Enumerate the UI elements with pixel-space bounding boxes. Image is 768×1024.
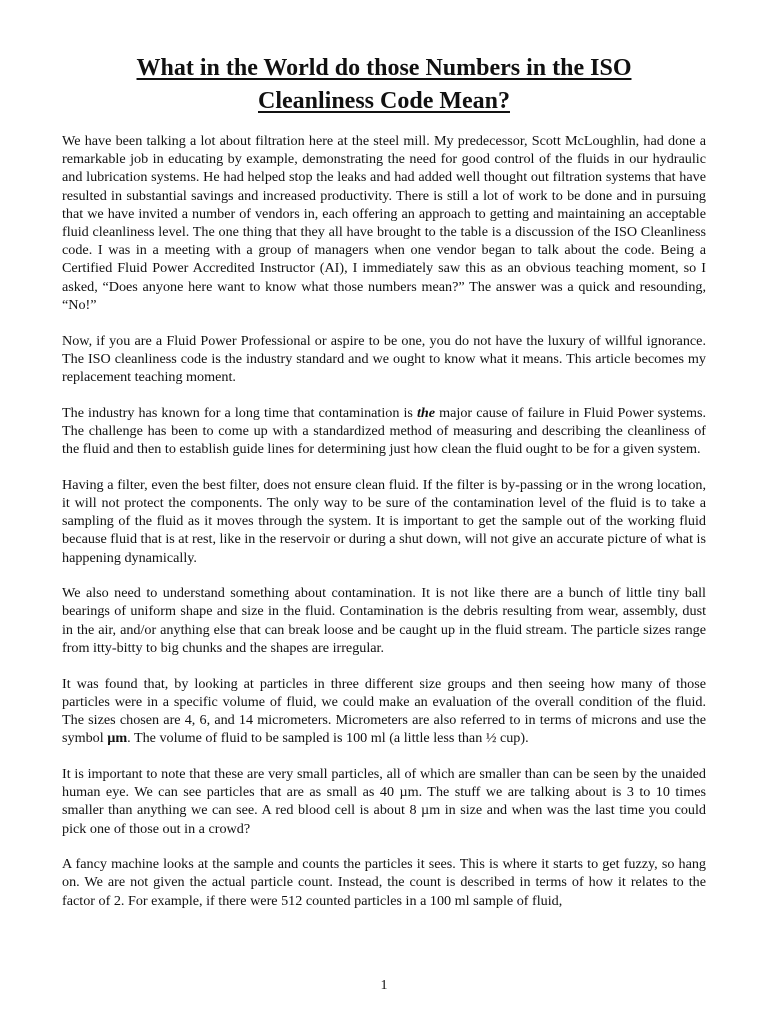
paragraph-filter: Having a filter, even the best filter, does not ensure clean fluid. If the filter is by-passing or in the wrong location, it will not protect the components. The only way to be sure of the contamination level of the fluid is to take a sampling of the fluid as it moves through the system. It is important to get the sample out of the working fluid because fluid that is at rest, like in the reservoir or during a shut down, will not give an accurate picture of what is happening dynamically. — [62, 476, 706, 566]
page-title — [62, 52, 706, 118]
paragraph-segment: major cause of failure in Fluid Power systems. The challenge has been to come up with a standardized method of measuring and describing the cleanliness of the fluid and then to establish guide lines for determining just how clean the fluid ought to be for a given system. — [62, 404, 706, 458]
title-line-2: Cleanliness Code Mean? — [258, 88, 510, 114]
paragraph-segment: It was found that, by looking at particles in three different size groups and then seeing how many of those particles were in a specific volume of fluid, we could make an evaluation of the overall condition of the fluid. The sizes chosen are 4, 6, and 14 micrometers. Micrometers are also referred to in terms of microns and use the symbol — [62, 675, 706, 747]
article-body — [62, 132, 706, 927]
micrometer-symbol: µm — [107, 730, 128, 747]
paragraph-size-groups — [62, 675, 706, 748]
paragraph-contamination-cause — [62, 404, 706, 459]
title-line-1: What in the World do those Numbers in the ISO — [136, 55, 632, 81]
paragraph-segment: The industry has known for a long time that contamination is — [62, 404, 417, 421]
paragraph-contamination-nature: We also need to understand something about contamination. It is not like there are a bunch of little tiny ball bearings of uniform shape and size in the fluid. Contamination is the debris resulting from wear, assembly, dust in the air, and/or anything else that can break loose and be caught up in the fluid stream. The particle sizes range from itty-bitty to big chunks and the shapes are irregular. — [62, 585, 706, 656]
paragraph-small-particles: It is important to note that these are very small particles, all of which are smaller than can be seen by the unaided human eye. We can see particles that are as small as 40 µm. The stuff we are talking about is 3 to 10 times smaller than anything we can see. A red blood cell is about 8 µm in size and when was the last time you could pick one of those out in a crowd? — [62, 765, 706, 837]
paragraph-segment: . The volume of fluid to be sampled is 100 ml (a little less than ½ cup). — [127, 730, 529, 747]
paragraph-particle-count: A fancy machine looks at the sample and counts the particles it sees. This is where it starts to get fuzzy, so hang on. We are not given the actual particle count. Instead, the count is described in terms of how it relates to the factor of 2. For example, if there were 512 counted particles in a 100 ml sample of fluid, — [62, 856, 706, 909]
paragraph-ignorance: Now, if you are a Fluid Power Professional or aspire to be one, you do not have the luxury of willful ignorance. The ISO cleanliness code is the industry standard and we ought to know what it means. This article becomes my replacement teaching moment. — [62, 332, 706, 385]
page-number: 1 — [380, 978, 388, 993]
paragraph-intro: We have been talking a lot about filtration here at the steel mill. My predecessor, Scott McLoughlin, had done a remarkable job in educating by example, demonstrating the need for good control of the fluids in our hydraulic and lubrication systems. He had helped stop the leaks and had added well thought out filtration systems that have resulted in substantial savings and increased productivity. There is still a lot of work to be done and in pursuing that we have invited a number of vendors in, each offering an approach to getting and maintaining an acceptable fluid cleanliness level. The one thing that they all have brought to the table is a discussion of the ISO Cleanliness code. I was in a meeting with a group of managers when one vendor began to talk about the code. Being a Certified Fluid Power Accredited Instructor (AI), I immediately saw this as an obvious teaching moment, so I asked, “Does anyone here want to know what those numbers mean?” The answer was a quick and resounding, “No!” — [62, 133, 706, 313]
emphasized-word: the — [417, 404, 436, 421]
